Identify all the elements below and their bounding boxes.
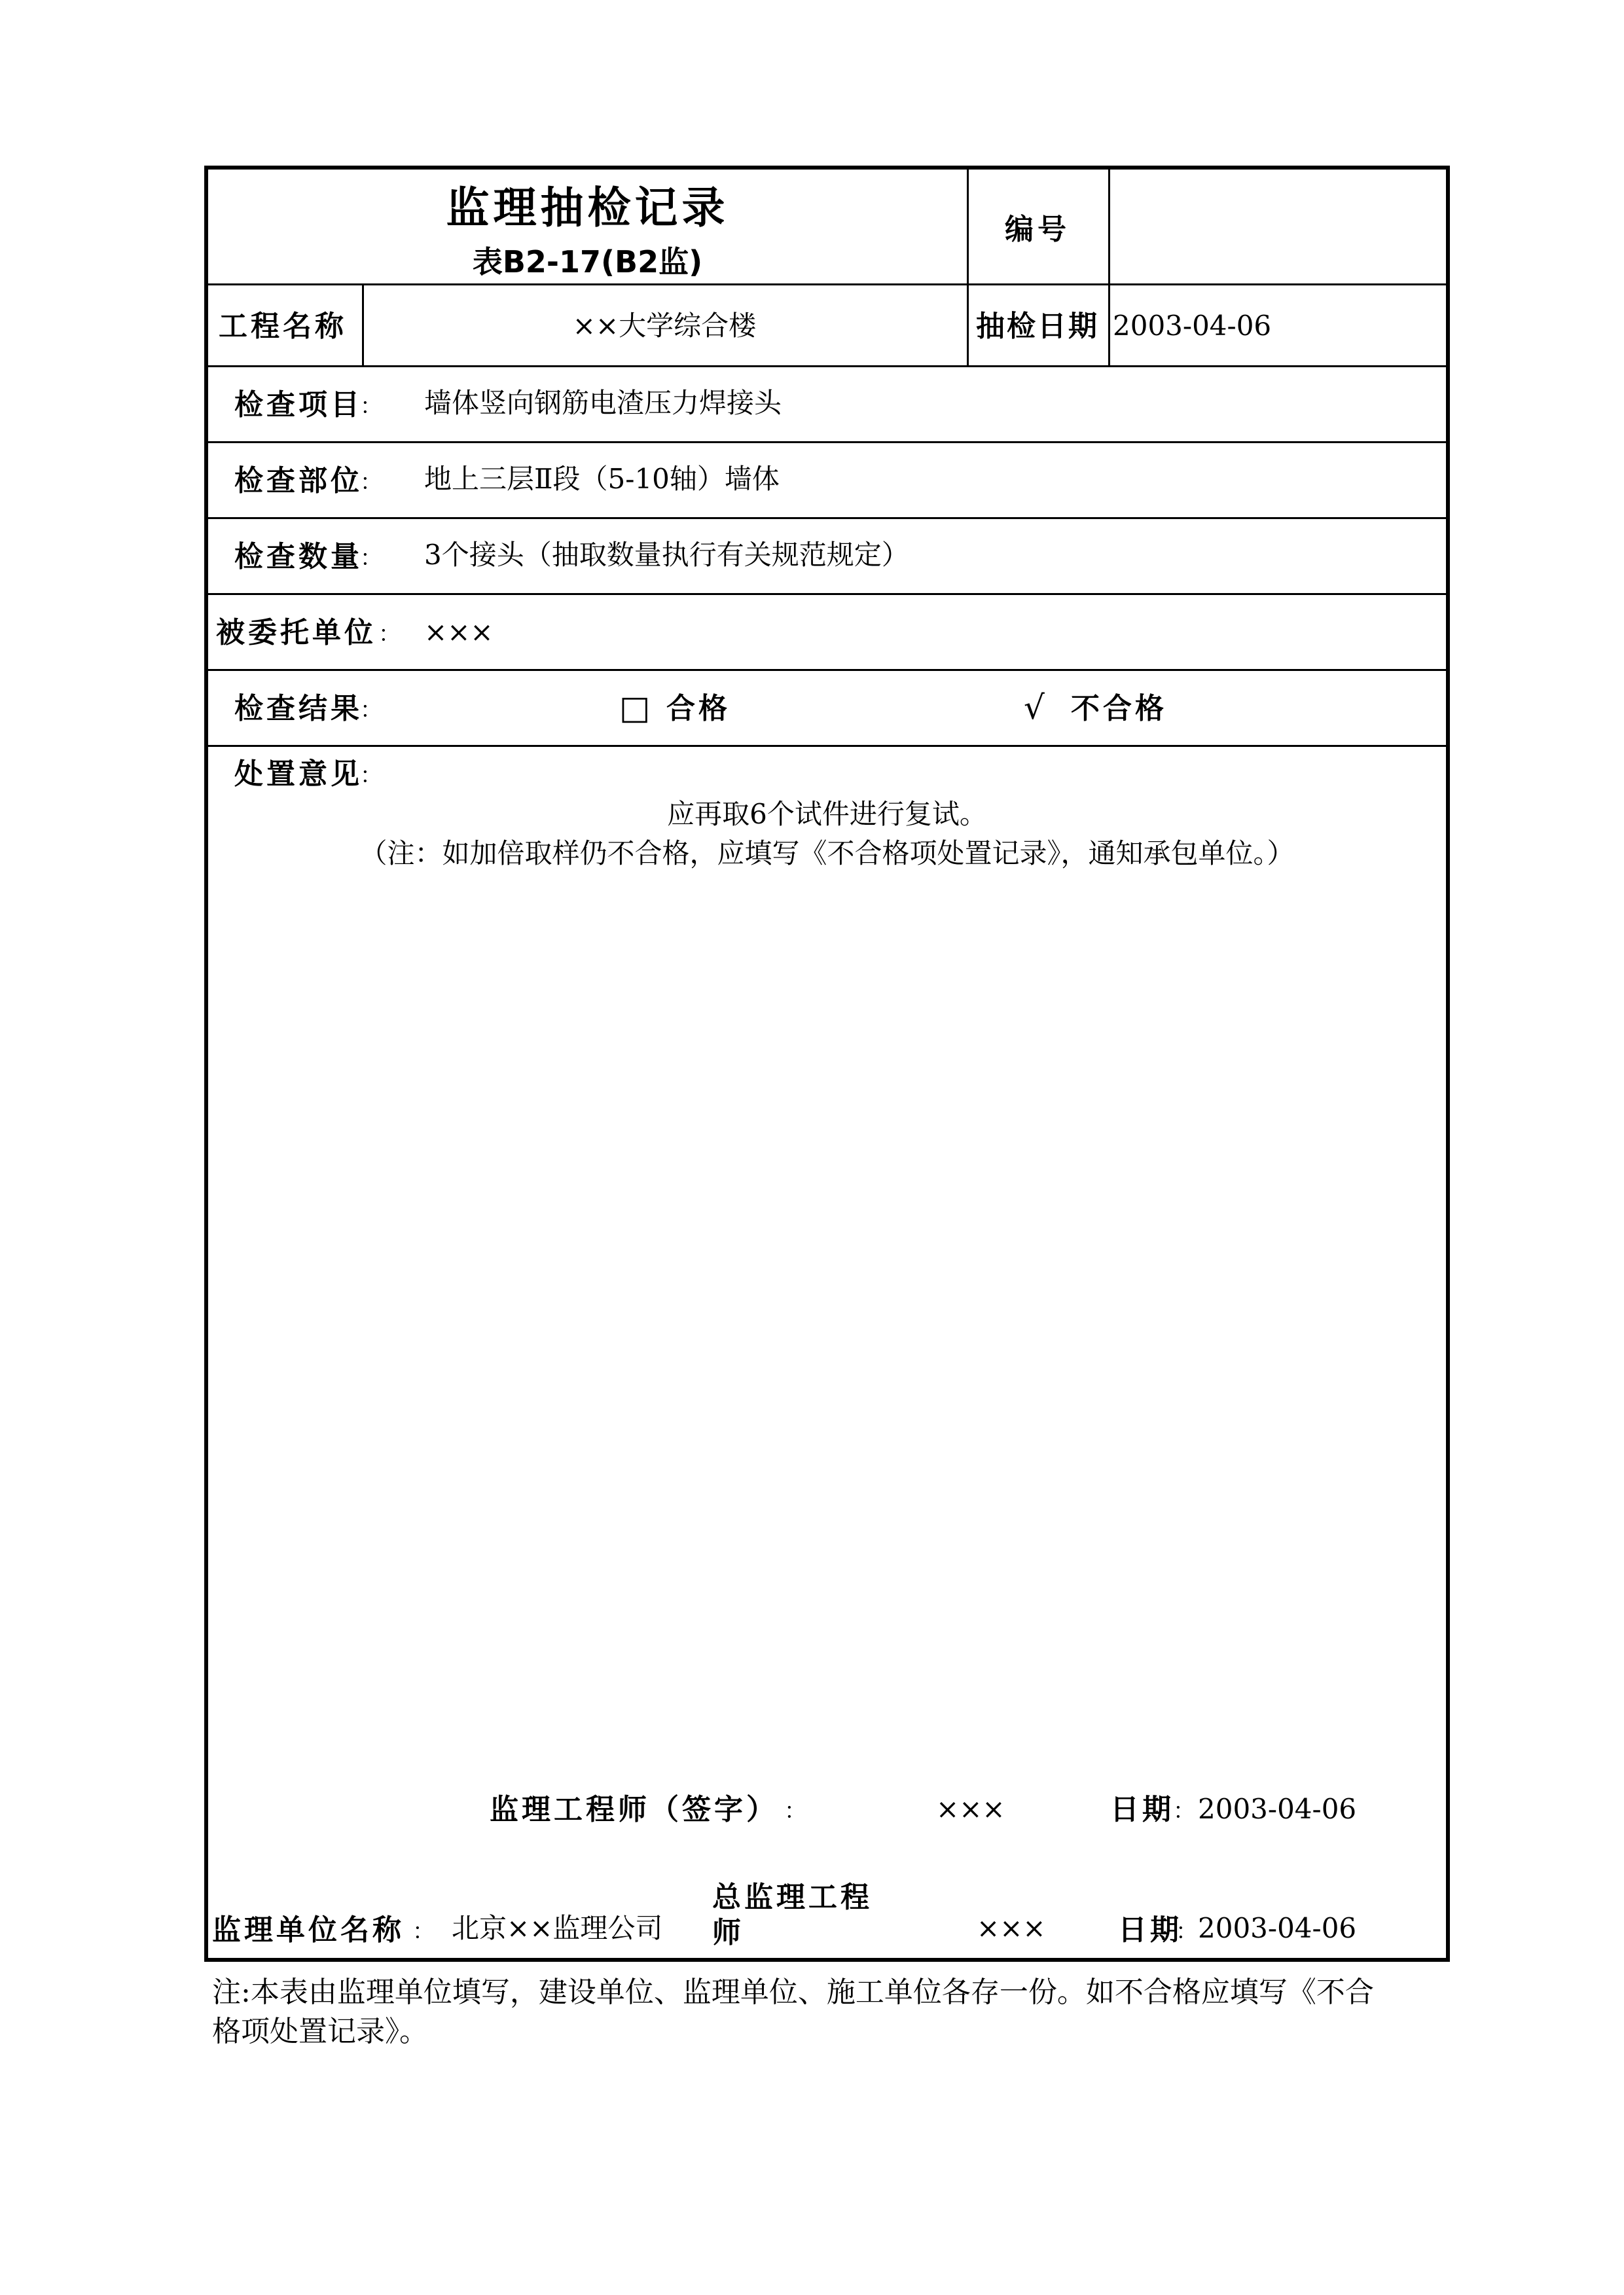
engineer-date-value: 2003-04-06 bbox=[1198, 1793, 1357, 1825]
opinion-label: 处置意见 bbox=[234, 757, 363, 791]
supervision-company-value: 北京××监理公司 bbox=[452, 1912, 663, 1944]
row-divider bbox=[208, 745, 1446, 747]
engineer-date-label: 日期 bbox=[1110, 1793, 1174, 1826]
column-divider bbox=[1108, 170, 1110, 365]
colon: ： bbox=[360, 697, 382, 723]
entrusted-unit-label: 被委托单位 bbox=[216, 616, 376, 649]
colon: ： bbox=[360, 469, 382, 496]
row-divider bbox=[208, 593, 1446, 595]
inspection-quantity-value: 3个接头（抽取数量执行有关规范规定） bbox=[424, 539, 909, 571]
number-label: 编号 bbox=[1005, 213, 1070, 246]
sampling-date-label: 抽检日期 bbox=[976, 310, 1099, 343]
colon: ： bbox=[412, 1919, 435, 1945]
inspection-item-value: 墙体竖向钢筋电渣压力焊接头 bbox=[424, 387, 782, 419]
chief-date-label: 日期 bbox=[1118, 1913, 1182, 1947]
supervision-company-label: 监理单位名称 bbox=[212, 1913, 405, 1947]
opinion-text: 应再取6个试件进行复试。 bbox=[667, 798, 987, 830]
engineer-signature-label: 监理工程师（签字） bbox=[490, 1793, 778, 1826]
inspection-location-label: 检查部位 bbox=[234, 464, 363, 497]
colon: ： bbox=[378, 621, 401, 647]
inspection-result-label: 检查结果 bbox=[234, 692, 363, 725]
row-divider bbox=[208, 669, 1446, 671]
colon: ： bbox=[784, 1798, 806, 1824]
pass-label: 合格 bbox=[666, 692, 731, 725]
chief-engineer-value: ××× bbox=[977, 1912, 1046, 1944]
inspection-item-label: 检查项目 bbox=[234, 388, 363, 422]
entrusted-unit-value: ××× bbox=[424, 616, 494, 648]
form-note-line1: 注:本表由监理单位填写，建设单位、监理单位、施工单位各存一份。如不合格应填写《不合 bbox=[212, 1976, 1374, 2009]
fail-check-mark[interactable]: √ bbox=[1024, 689, 1045, 727]
colon: ： bbox=[360, 545, 382, 571]
form-code: 表B2-17(B2监) bbox=[472, 244, 703, 280]
inspection-form bbox=[204, 166, 1450, 1962]
row-divider bbox=[208, 441, 1446, 443]
row-divider bbox=[208, 365, 1446, 367]
project-name-label: 工程名称 bbox=[219, 310, 347, 343]
colon: ： bbox=[360, 763, 382, 789]
inspection-quantity-label: 检查数量 bbox=[234, 540, 363, 573]
row-divider bbox=[208, 517, 1446, 519]
inspection-location-value: 地上三层Ⅱ段（5-10轴）墙体 bbox=[424, 463, 780, 495]
sampling-date-value: 2003-04-06 bbox=[1113, 310, 1272, 342]
colon: ： bbox=[360, 393, 382, 420]
fail-label: 不合格 bbox=[1071, 692, 1167, 725]
opinion-note: （注：如加倍取样仍不合格，应填写《不合格项处置记录》，通知承包单位。） bbox=[359, 837, 1295, 869]
row-divider bbox=[208, 283, 1446, 285]
engineer-signature-value: ××× bbox=[936, 1793, 1005, 1825]
pass-checkbox[interactable]: □ bbox=[619, 689, 651, 727]
chief-date-value: 2003-04-06 bbox=[1198, 1912, 1357, 1944]
colon: ： bbox=[1176, 1919, 1198, 1945]
form-title: 监理抽检记录 bbox=[446, 183, 729, 233]
colon: ： bbox=[1173, 1798, 1195, 1824]
project-name-value: ××大学综合楼 bbox=[572, 310, 757, 342]
chief-engineer-label-1: 总监理工程 bbox=[712, 1881, 873, 1914]
chief-engineer-label-2: 师 bbox=[712, 1916, 744, 1949]
form-note-line2: 格项处置记录》。 bbox=[212, 2015, 428, 2048]
